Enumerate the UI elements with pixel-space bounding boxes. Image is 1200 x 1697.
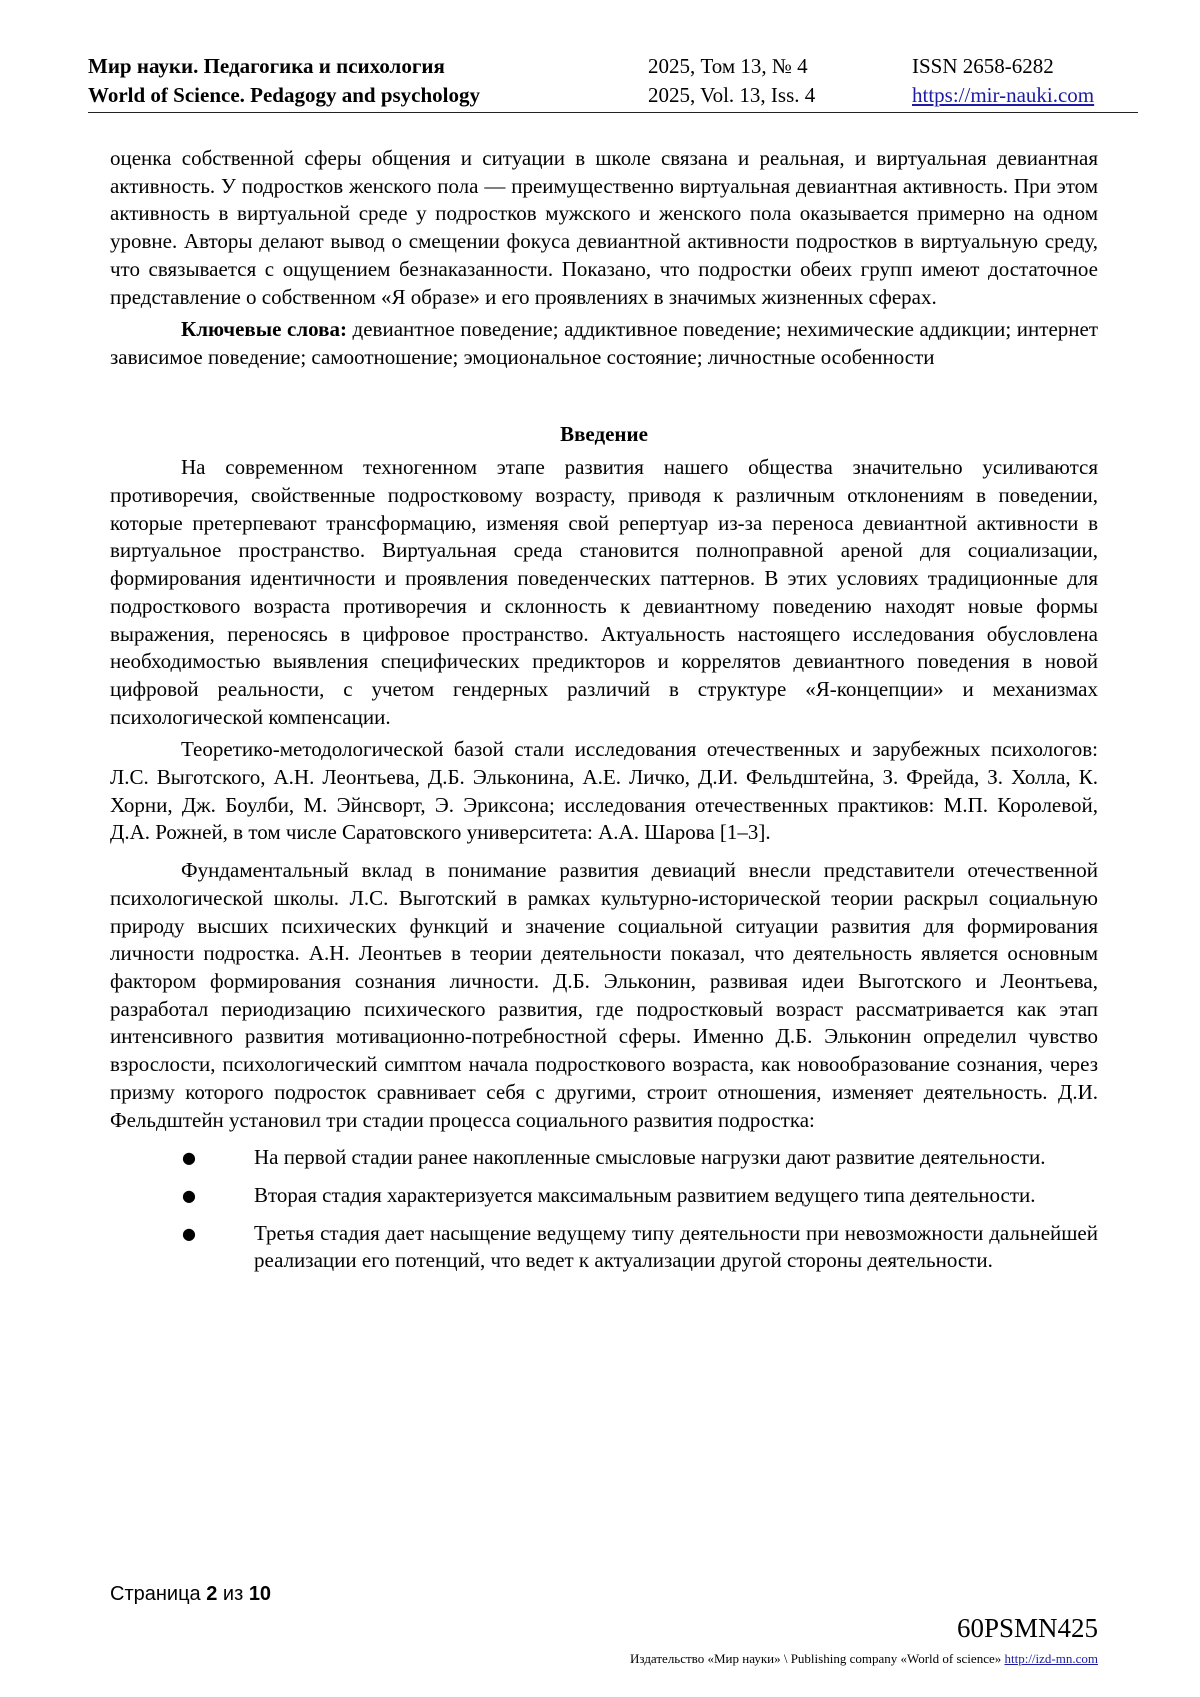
issn: ISSN 2658-6282 (912, 54, 1054, 78)
issue-ru: 2025, Том 13, № 4 (648, 54, 808, 78)
journal-title-ru: Мир науки. Педагогика и психология (88, 54, 445, 78)
keywords-text: девиантное поведение; аддиктивное поведение; нехимические аддикции; интернет зависимое поведение; самоотношение; эмоциональное состояние; личностные особенности (110, 317, 1099, 369)
list-item: ● Третья стадия дает насыщение ведущему типу деятельности при невозможности дальнейшей реализации его потенций, что ведет к актуализации другой стороны деятельности. (182, 1220, 1098, 1273)
issue-en: 2025, Vol. 13, Iss. 4 (648, 83, 816, 107)
list-item: ● Вторая стадия характеризуется максимальным развитием ведущего типа деятельности. (110, 1182, 1098, 1210)
bullet-icon: ● (182, 1148, 196, 1168)
issue-block (648, 52, 815, 110)
page-number: Страница 2 из 10 (110, 1583, 272, 1605)
paragraph: На современном техногенном этапе развития нашего общества значительно усиливаются противоречия, свойственные подростковому возрасту, приводя к различным отклонениям в поведении, которые претерпевают трансформацию, изменяя свой репертуар из-за переноса девиантной активности в виртуальное пространство. Виртуальная среда становится полноправной ареной для социализации, формирования идентичности и проявления поведенческих паттернов. В этих условиях традиционные для подросткового возраста противоречия и склонность к девиантному поведению находят новые формы выражения, переносясь в цифровое пространство. Актуальность настоящего исследования обусловлена необходимостью выявления специфических предикторов и коррелятов девиантного поведения в новой цифровой реальности, с учетом гендерных различий в структуре «Я-концепции» и механизмах психологической компенсации. (110, 455, 1098, 729)
current-page: 2 (206, 1583, 218, 1605)
list-item: ● На первой стадии ранее накопленные смысловые нагрузки дают развитие деятельности. (110, 1144, 1098, 1172)
paragraph: Фундаментальный вклад в понимание развития девиаций внесли представители отечественной психологической школы. Л.С. Выготский в рамках культурно-исторической теории раскрыл социальную природу высших психических функций и значение социальной ситуации развития для формирования личности подростка. А.Н. Леонтьев в теории деятельности показал, что деятельность является основным фактором формирования сознания личности. Д.Б. Эльконин, развивая идеи Выготского и Леонтьева, разработал периодизацию психического развития, где подростковый возраст рассматривается как этап интенсивного развития мотивационно-потребностной сферы. Именно Д.Б. Эльконин определил чувство взрослости, психологический симптом начала подросткового возраста, как новообразование сознания, через призму которого подросток сравнивает себя с другими, строит отношения, изменяет деятельность. Д.И. Фельдштейн установил три стадии процесса социального развития подростка: (110, 858, 1098, 1132)
total-pages: 10 (248, 1583, 272, 1605)
keywords (110, 316, 1098, 371)
stages-list (110, 1144, 1098, 1275)
article-code: 60PSMN425 (956, 1613, 1098, 1643)
bullet-icon: ● (182, 1185, 196, 1205)
journal-title-block (88, 52, 480, 110)
bullet-icon: ● (182, 1223, 196, 1243)
issn-block (912, 52, 1094, 110)
publisher-line: Издательство «Мир науки» \ Publishing company «World of science» http://izd-mn.com (630, 1651, 1098, 1666)
journal-title-en: World of Science. Pedagogy and psychology (88, 83, 481, 107)
article-body (110, 145, 1098, 1285)
publisher-link[interactable]: http://izd-mn.com (1004, 1651, 1098, 1666)
journal-header (88, 52, 1138, 113)
section-title: Введение (560, 421, 648, 446)
keywords-label: Ключевые слова: (181, 317, 347, 342)
journal-link[interactable]: https://mir-nauki.com (912, 83, 1095, 107)
paragraph: Теоретико-методологической базой стали исследования отечественных и зарубежных психологов: Л.С. Выготского, А.Н. Леонтьева, Д.Б. Эльконина, А.Е. Личко, Д.И. Фельдштейна, З. Фрейда, З. Холла, К. Хорни, Дж. Боулби, М. Эйнсворт, Э. Эриксона; исследования отечественных практиков: М.П. Королевой, Д.А. Рожней, в том числе Саратовского университета: А.А. Шарова [1–3]. (110, 737, 1098, 845)
abstract-continuation: оценка собственной сферы общения и ситуации в школе связана и реальная, и виртуальная девиантная активность. У подростков женского пола — преимущественно виртуальная девиантная активность. При этом активность в виртуальной среде у подростков мужского и женского пола оказывается примерно на одном уровне. Авторы делают вывод о смещении фокуса девиантной активности подростков в виртуальную среду, что связывается с ощущением безнаказанности. Показано, что подростки обеих групп имеют достаточное представление о собственном «Я образе» и его проявлениях в значимых жизненных сферах. (110, 146, 1098, 309)
